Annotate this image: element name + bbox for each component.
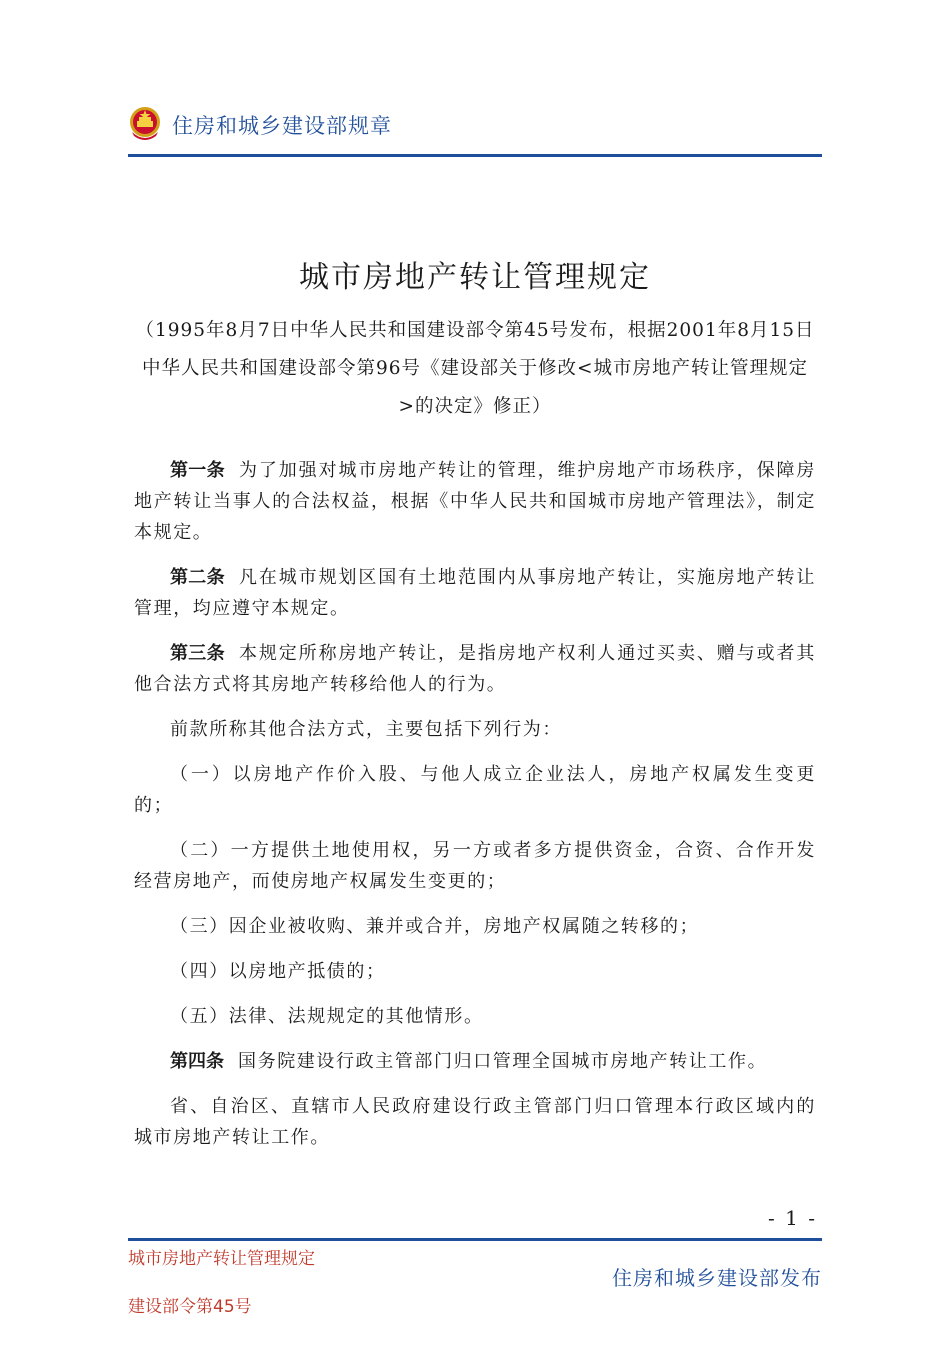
national-emblem-icon (128, 106, 162, 142)
paragraph-text: 国务院建设行政主管部门归口管理全国城市房地产转让工作。 (238, 1051, 768, 1072)
paragraph (134, 1091, 816, 1153)
document-body (134, 455, 816, 1167)
paragraph-text: 前款所称其他合法方式，主要包括下列行为： (170, 719, 562, 740)
footer-document-name: 城市房地产转让管理规定 (128, 1249, 315, 1269)
paragraph-text: 为了加强对城市房地产转让的管理，维护房地产市场秩序，保障房地产转让当事人的合法权益，根据《中华人民共和国城市房地产管理法》，制定本规定。 (134, 460, 816, 543)
paragraph-text: 本规定所称房地产转让，是指房地产权利人通过买卖、赠与或者其他合法方式将其房地产转移给他人的行为。 (134, 643, 816, 695)
paragraph (134, 1001, 816, 1032)
footer-divider (128, 1238, 822, 1241)
footer-decree-number: 建设部令第45号 (128, 1297, 252, 1317)
article-number: 第四条 (170, 1051, 224, 1072)
paragraph (134, 455, 816, 548)
paragraph-text: （五）法律、法规规定的其他情形。 (170, 1006, 484, 1027)
paragraph (134, 835, 816, 897)
paragraph (134, 1046, 816, 1077)
paragraph-text: 凡在城市规划区国有土地范围内从事房地产转让，实施房地产转让管理，均应遵守本规定。 (134, 567, 816, 619)
paragraph-text: （一）以房地产作价入股、与他人成立企业法人，房地产权属发生变更的； (134, 764, 816, 816)
article-number: 第一条 (170, 460, 225, 481)
article-number: 第二条 (170, 567, 225, 588)
paragraph (134, 759, 816, 821)
article-number: 第三条 (170, 643, 225, 664)
header-divider (128, 154, 822, 157)
paragraph-text: （二）一方提供土地使用权，另一方或者多方提供资金，合资、合作开发经营房地产，而使房地产权属发生变更的； (134, 840, 816, 892)
document-title: 城市房地产转让管理规定 (299, 260, 651, 295)
paragraph-text: （三）因企业被收购、兼并或合并，房地产权属随之转移的； (170, 916, 700, 937)
paragraph (134, 562, 816, 624)
page-number: - 1 - (768, 1206, 817, 1230)
footer-publisher: 住房和城乡建设部发布 (612, 1266, 822, 1290)
paragraph (134, 956, 816, 987)
paragraph (134, 638, 816, 700)
document-subtitle: （1995年8月7日中华人民共和国建设部令第45号发布，根据2001年8月15日中华人民共和国建设部令第96号《建设部关于修改<城市房地产转让管理规定>的决定》修正） (135, 320, 815, 417)
paragraph-text: （四）以房地产抵债的； (170, 961, 386, 982)
paragraph (134, 911, 816, 942)
page-header (128, 104, 822, 156)
paragraph (134, 714, 816, 745)
paragraph-text: 省、自治区、直辖市人民政府建设行政主管部门归口管理本行政区域内的城市房地产转让工作。 (134, 1096, 816, 1148)
header-title: 住房和城乡建设部规章 (172, 114, 392, 138)
